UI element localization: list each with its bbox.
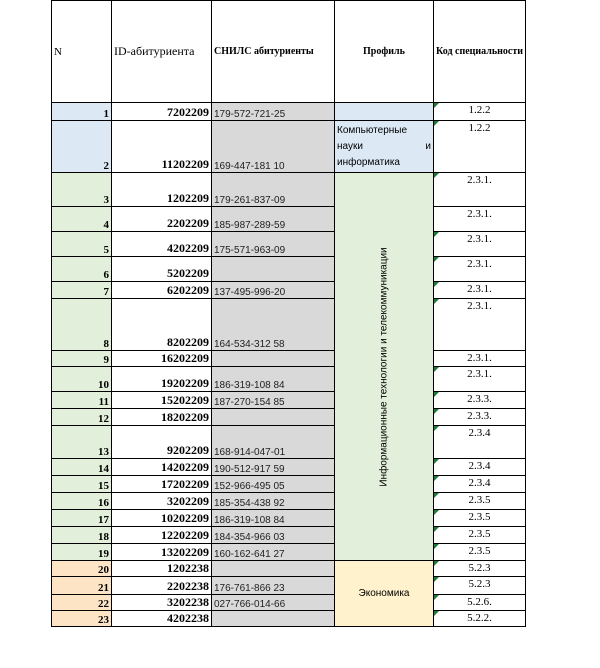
table-row: [52, 282, 526, 299]
specialty-code-text: 5.2.2.: [467, 612, 492, 624]
specialty-code-text: 2.3.1.: [467, 352, 492, 364]
applicant-snils[interactable]: 027-766-014-66: [212, 595, 335, 611]
table-row: [52, 493, 526, 510]
applicant-id[interactable]: 3202238: [112, 595, 212, 611]
comment-marker-icon: [434, 459, 439, 464]
specialty-code-text: 2.3.1.: [467, 258, 492, 270]
applicant-snils[interactable]: [212, 257, 335, 282]
table-row: [52, 173, 526, 207]
row-number[interactable]: 8: [52, 299, 112, 351]
applicant-id[interactable]: 2202238: [112, 577, 212, 595]
comment-marker-icon: [434, 577, 439, 582]
specialty-code[interactable]: [434, 367, 526, 392]
specialty-code-text: 2.3.5: [468, 528, 491, 540]
row-number[interactable]: 9: [52, 351, 112, 367]
applicant-snils[interactable]: 168-914-047-01: [212, 426, 335, 459]
specialty-code[interactable]: [434, 510, 526, 527]
row-number[interactable]: 15: [52, 476, 112, 493]
specialty-code[interactable]: [434, 232, 526, 257]
specialty-code-text: 2.3.5: [468, 511, 491, 523]
applicant-id[interactable]: 1202209: [112, 173, 212, 207]
specialty-code[interactable]: [434, 257, 526, 282]
row-number[interactable]: 10: [52, 367, 112, 392]
comment-marker-icon: [434, 544, 439, 549]
applicant-snils[interactable]: 152-966-495 05: [212, 476, 335, 493]
applicant-id[interactable]: 4202238: [112, 611, 212, 627]
applicant-snils[interactable]: 169-447-181 10: [212, 121, 335, 173]
header-id[interactable]: ID-абитуриента: [112, 1, 212, 103]
specialty-code[interactable]: [434, 173, 526, 207]
table-row: [52, 367, 526, 392]
table-row: [52, 207, 526, 232]
applicant-id[interactable]: 4202209: [112, 232, 212, 257]
specialty-code[interactable]: [434, 392, 526, 409]
applicant-id[interactable]: 8202209: [112, 299, 212, 351]
applicant-id[interactable]: 17202209: [112, 476, 212, 493]
table-row: [52, 103, 526, 121]
applicant-id[interactable]: 2202209: [112, 207, 212, 232]
specialty-code-text: 5.2.3: [468, 578, 491, 590]
row-number[interactable]: 1: [52, 103, 112, 121]
row-number[interactable]: 16: [52, 493, 112, 510]
specialty-code[interactable]: [434, 409, 526, 426]
applicant-snils[interactable]: 190-512-917 59: [212, 459, 335, 476]
row-number[interactable]: 13: [52, 426, 112, 459]
comment-marker-icon: [434, 426, 439, 431]
table-row: [52, 299, 526, 351]
specialty-code[interactable]: [434, 493, 526, 510]
applicant-snils[interactable]: 186-319-108 84: [212, 510, 335, 527]
profile-it-telecom[interactable]: [335, 173, 434, 561]
profile-it-label: Информационные технологии и телекоммуникации: [378, 246, 390, 487]
table-row: [52, 611, 526, 627]
comment-marker-icon: [434, 493, 439, 498]
table-row: [52, 527, 526, 544]
specialty-code[interactable]: [434, 544, 526, 561]
specialty-code-text: 2.3.1.: [467, 283, 492, 295]
comment-marker-icon: [434, 103, 439, 108]
specialty-code-text: 2.3.1.: [467, 174, 492, 186]
header-n[interactable]: N: [52, 1, 112, 103]
specialty-code[interactable]: [434, 207, 526, 232]
specialty-code[interactable]: [434, 282, 526, 299]
specialty-code-text: 5.2.3: [468, 562, 491, 574]
applicant-id[interactable]: 14202209: [112, 459, 212, 476]
specialty-code[interactable]: [434, 527, 526, 544]
applicant-id[interactable]: 5202209: [112, 257, 212, 282]
table-row: [52, 392, 526, 409]
header-snils[interactable]: СНИЛС абитуриенты: [212, 1, 335, 103]
row-number[interactable]: 23: [52, 611, 112, 627]
comment-marker-icon: [434, 476, 439, 481]
applicant-id[interactable]: 3202209: [112, 493, 212, 510]
applicant-snils[interactable]: 187-270-154 85: [212, 392, 335, 409]
applicant-id[interactable]: 1202238: [112, 561, 212, 577]
applicant-snils[interactable]: [212, 611, 335, 627]
header-row: [52, 1, 526, 103]
profile-cell-top[interactable]: [335, 103, 434, 121]
specialty-code-text: 2.3.1.: [467, 233, 492, 245]
comment-marker-icon: [434, 282, 439, 287]
row-number[interactable]: 11: [52, 392, 112, 409]
specialty-code-text: 2.3.1.: [467, 208, 492, 220]
applicant-snils[interactable]: 164-534-312 58: [212, 299, 335, 351]
applicant-id[interactable]: 13202209: [112, 544, 212, 561]
applicant-id[interactable]: 18202209: [112, 409, 212, 426]
profile-computer-science[interactable]: [335, 121, 434, 173]
specialty-code-text: 2.3.1.: [467, 368, 492, 380]
comment-marker-icon: [434, 510, 439, 515]
applicant-snils[interactable]: 137-495-996-20: [212, 282, 335, 299]
header-code[interactable]: Код специальности: [434, 1, 526, 103]
specialty-code[interactable]: [434, 476, 526, 493]
row-number[interactable]: 21: [52, 577, 112, 595]
row-number[interactable]: 18: [52, 527, 112, 544]
table-row: [52, 544, 526, 561]
table-row: [52, 409, 526, 426]
row-number[interactable]: 3: [52, 173, 112, 207]
specialty-code[interactable]: [434, 299, 526, 351]
specialty-code-text: 2.3.4: [468, 460, 491, 472]
applicant-snils[interactable]: [212, 561, 335, 577]
applicant-id[interactable]: 6202209: [112, 282, 212, 299]
profile-cs-line2b: и: [425, 140, 431, 152]
specialty-code[interactable]: [434, 577, 526, 595]
table-row: [52, 351, 526, 367]
specialty-code[interactable]: [434, 595, 526, 611]
table-row: [52, 257, 526, 282]
specialty-code-text: 2.3.4: [468, 427, 491, 439]
table-row: [52, 476, 526, 493]
table-row: [52, 510, 526, 527]
applicant-snils[interactable]: 184-354-966 03: [212, 527, 335, 544]
applicant-id[interactable]: 7202209: [112, 103, 212, 121]
applicant-snils[interactable]: 160-162-641 27: [212, 544, 335, 561]
applicant-snils[interactable]: 179-261-837-09: [212, 173, 335, 207]
comment-marker-icon: [434, 392, 439, 397]
specialty-code-text: 1.2.2: [468, 122, 491, 134]
specialty-code[interactable]: [434, 611, 526, 627]
applicant-snils[interactable]: 179-572-721-25: [212, 103, 335, 121]
profile-cs-line1: Компьютерные: [337, 124, 408, 136]
specialty-code-text: 2.3.3.: [467, 393, 492, 405]
applicant-id[interactable]: 11202209: [112, 121, 212, 173]
profile-cs-line2a: науки: [337, 140, 363, 152]
header-profile[interactable]: Профиль: [335, 1, 434, 103]
applicant-snils[interactable]: 186-319-108 84: [212, 367, 335, 392]
row-number[interactable]: 20: [52, 561, 112, 577]
specialty-code-text: 2.3.4: [468, 477, 491, 489]
profile-econ-label: Экономика: [358, 588, 410, 599]
row-number[interactable]: 22: [52, 595, 112, 611]
row-number[interactable]: 7: [52, 282, 112, 299]
comment-marker-icon: [434, 299, 439, 304]
specialty-code-text: 2.3.1.: [467, 300, 492, 312]
applicant-id[interactable]: 9202209: [112, 426, 212, 459]
applicant-snils[interactable]: 175-571-963-09: [212, 232, 335, 257]
row-number[interactable]: 6: [52, 257, 112, 282]
specialty-code-text: 2.3.3.: [467, 410, 492, 422]
specialty-code[interactable]: [434, 459, 526, 476]
specialty-code-text: 5.2.6.: [467, 596, 492, 608]
applicant-id[interactable]: 19202209: [112, 367, 212, 392]
table-row: [52, 121, 526, 173]
table-row: [52, 459, 526, 476]
table-row: [52, 577, 526, 595]
row-number[interactable]: 19: [52, 544, 112, 561]
specialty-code[interactable]: [434, 351, 526, 367]
table-row: [52, 595, 526, 611]
comment-marker-icon: [434, 611, 439, 616]
specialty-code[interactable]: [434, 121, 526, 173]
applicant-snils[interactable]: 185-354-438 92: [212, 493, 335, 510]
comment-marker-icon: [434, 257, 439, 262]
comment-marker-icon: [434, 595, 439, 600]
comment-marker-icon: [434, 232, 439, 237]
specialty-code-text: 1.2.2: [468, 104, 491, 116]
applicant-snils[interactable]: 185-987-289-59: [212, 207, 335, 232]
applicant-snils[interactable]: [212, 409, 335, 426]
applicant-id[interactable]: 15202209: [112, 392, 212, 409]
comment-marker-icon: [434, 409, 439, 414]
row-number[interactable]: 17: [52, 510, 112, 527]
comment-marker-icon: [434, 173, 439, 178]
specialty-code[interactable]: [434, 561, 526, 577]
row-number[interactable]: 12: [52, 409, 112, 426]
comment-marker-icon: [434, 121, 439, 126]
applicant-snils[interactable]: 176-761-866 23: [212, 577, 335, 595]
profile-economics[interactable]: [335, 561, 434, 627]
specialty-code[interactable]: [434, 426, 526, 459]
comment-marker-icon: [434, 561, 439, 566]
row-number[interactable]: 2: [52, 121, 112, 173]
specialty-code-text: 2.3.5: [468, 494, 491, 506]
applicant-id[interactable]: 12202209: [112, 527, 212, 544]
applicants-table: [51, 0, 526, 627]
applicant-id[interactable]: 16202209: [112, 351, 212, 367]
specialty-code[interactable]: [434, 103, 526, 121]
row-number[interactable]: 5: [52, 232, 112, 257]
table-row: [52, 561, 526, 577]
table-row: [52, 426, 526, 459]
applicant-id[interactable]: 10202209: [112, 510, 212, 527]
applicant-snils[interactable]: [212, 351, 335, 367]
comment-marker-icon: [434, 367, 439, 372]
row-number[interactable]: 4: [52, 207, 112, 232]
table-row: [52, 232, 526, 257]
comment-marker-icon: [434, 527, 439, 532]
profile-cs-line3: информатика: [337, 156, 400, 168]
row-number[interactable]: 14: [52, 459, 112, 476]
specialty-code-text: 2.3.5: [468, 545, 491, 557]
